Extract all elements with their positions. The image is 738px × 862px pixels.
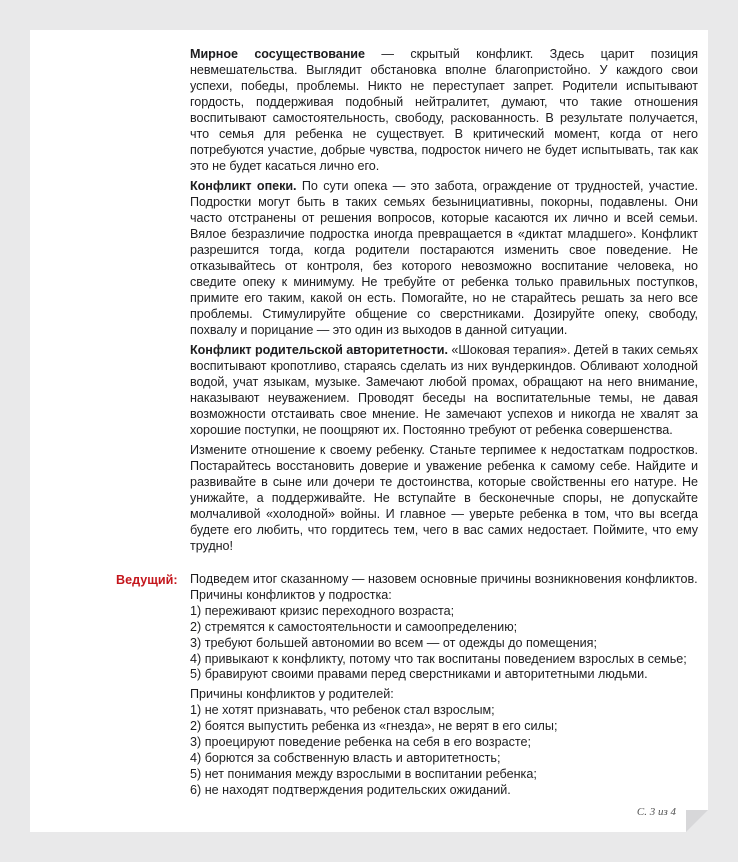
- page-corner-fold: [686, 810, 708, 832]
- page-number: С. 3 из 4: [636, 806, 676, 818]
- section-body: Измените отношение к своему ребенку. Станьте терпимее к недостаткам подростков. Постарайтесь восстановить доверие и уважение ребенка к самому себе. Найдите и развивайте в сыне или дочери те достоинства, которые свойственны его натуре. Не унижайте, а поддерживайте. Не вступайте в бесконечные споры, не допускайте молчаливой «холодной» войны. И главное — уверьте ребенка в том, что вы всегда будете его любить, что гордитесь тем, чего в вас самих недостает. Поймите, что ему трудно!: [190, 443, 698, 553]
- section-advice: [190, 442, 698, 554]
- list-item: 3) требуют большей автономии во всем — от одежды до помещения;: [190, 635, 598, 650]
- section-body: По сути опека — это забота, ограждение от трудностей, участие. Подростки могут быть в таких семьях безынициативны, покорны, подавлены. Они часто отстранены от решения вопросов, которые касаются их лично и всей семьи. Вялое безразличие подростка иногда превращается в «диктат младшего». Конфликт разрешится тогда, когда родители постараются изменить свое поведение. Не отказывайтесь от контроля, без которого невозможно воспитание человека, но сведите опеку к минимуму. Не требуйте от ребенка только правильных поступков, примите его таким, какой он есть. Помогайте, но не старайтесь решать за него все проблемы. Стимулируйте общение со сверстниками. Дозируйте опеку, свободу, похвалу и порицание — это один из выходов в данной ситуации.: [190, 179, 698, 337]
- document-page: [30, 30, 708, 832]
- speaker-intro: Подведем итог сказанному — назовем основные причины возникновения конфликтов.: [190, 572, 698, 586]
- speaker-remarks: [190, 572, 698, 799]
- teen-causes-heading: Причины конфликтов у подростка:: [190, 587, 392, 602]
- section-title: Конфликт родительской авторитетности.: [190, 343, 448, 357]
- section-authority-conflict: [190, 342, 698, 438]
- speaker-label: Ведущий:: [116, 573, 178, 587]
- parent-causes-heading: Причины конфликтов у родителей:: [190, 687, 394, 702]
- list-item: 3) проецируют поведение ребенка на себя в его возрасте;: [190, 735, 532, 750]
- list-item: 4) борются за собственную власть и авторитетность;: [190, 750, 501, 765]
- list-item: 1) не хотят признавать, что ребенок стал взрослым;: [190, 703, 495, 718]
- section-title: Мирное сосуществование: [190, 47, 365, 61]
- list-item: 5) нет понимания между взрослыми в воспитании ребенка;: [190, 766, 537, 781]
- list-item: 5) бравируют своими правами перед сверстниками и авторитетными людьми.: [190, 667, 648, 682]
- section-peaceful-coexistence: [190, 46, 698, 174]
- list-item: 4) привыкают к конфликту, потому что так воспитаны поведением взрослых в семье;: [190, 651, 687, 666]
- section-body: — скрытый конфликт. Здесь царит позиция невмешательства. Выглядит обстановка вполне благопристойно. У каждого свои успехи, победы, проблемы. Никто не переступает запрет. Родители испытывают гордость, поддерживая подобный нейтралитет, думают, что такие отношения воспитывают самостоятельность, свободу, раскованность. В результате получается, что семья для ребенка не существует. В критический момент, когда от него потребуются участие, добрые чувства, подросток ничего не будет испытывать, так как это не будет касаться лично его.: [190, 47, 698, 173]
- section-title: Конфликт опеки.: [190, 179, 297, 193]
- list-item: 6) не находят подтверждения родительских ожиданий.: [190, 782, 511, 797]
- list-item: 2) боятся выпустить ребенка из «гнезда», не верят в его силы;: [190, 719, 558, 734]
- main-text-column: [190, 46, 698, 558]
- list-item: 1) переживают кризис переходного возраста;: [190, 603, 455, 618]
- section-custody-conflict: [190, 178, 698, 338]
- list-item: 2) стремятся к самостоятельности и самоопределению;: [190, 619, 518, 634]
- section-body: «Шоковая терапия». Детей в таких семьях воспитывают кропотливо, стараясь сделать из них вундеркиндов. Обливают холодной водой, учат языкам, музыке. Замечают любой промах, обращают на него внимание, наказывают неуважением. Проводят беседы на воспитательные темы, не давая возможности отстаивать свое мнение. Не замечают успехов и никогда не хвалят за хорошие поступки, не поощряют их. Постоянно требуют от ребенка совершенства.: [190, 343, 698, 437]
